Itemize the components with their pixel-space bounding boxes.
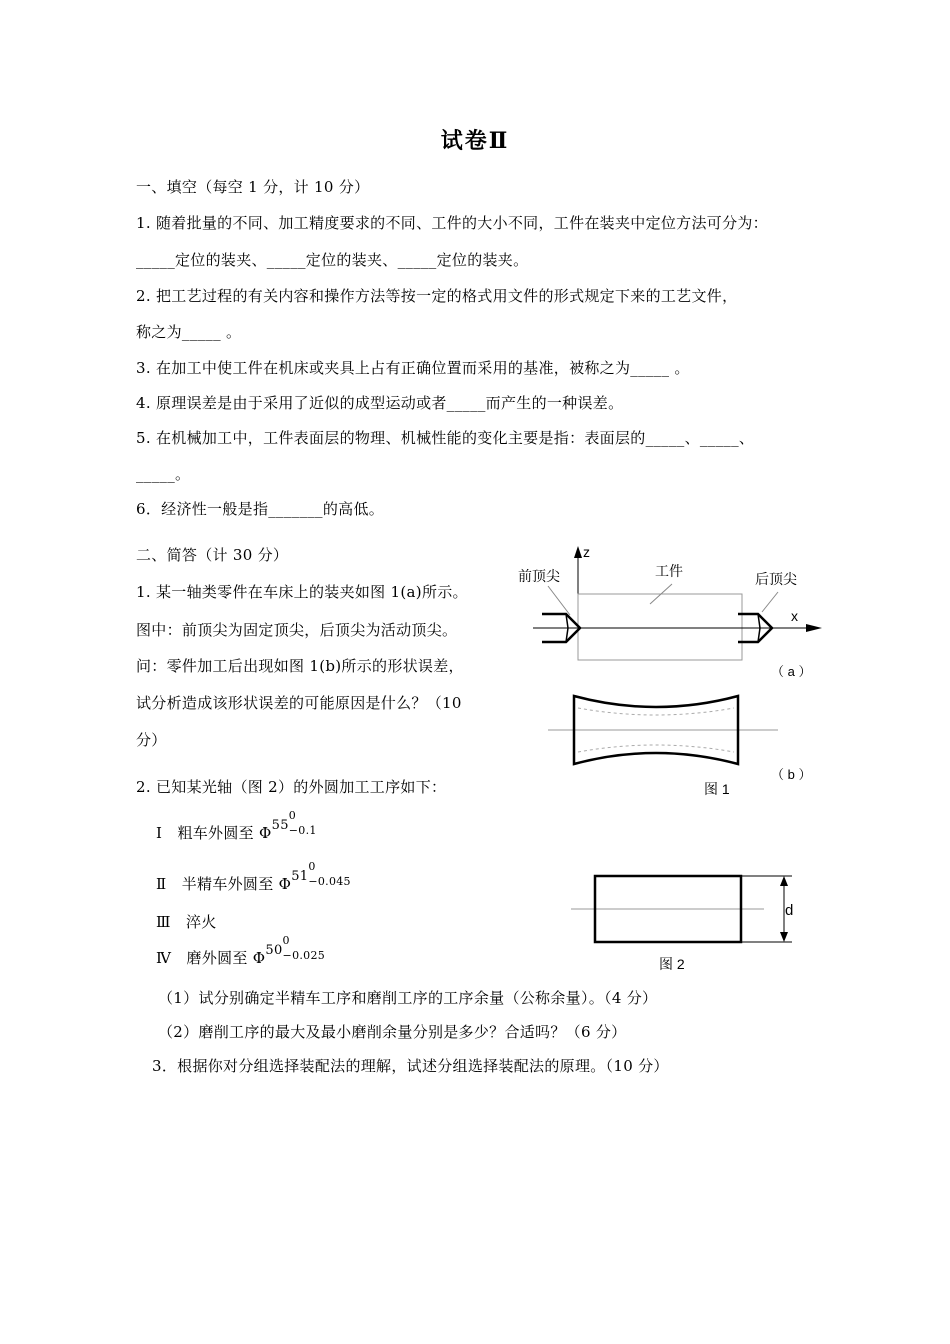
step-text: 粗车外圆至 Φ: [177, 824, 272, 842]
sq1-line: 分）: [136, 731, 167, 749]
tol-upper: 0: [308, 860, 316, 873]
tol-base: 51: [291, 869, 309, 884]
dashed-contour: [578, 745, 734, 752]
step-num: Ⅰ: [156, 824, 163, 842]
sq1-line: 图中：前顶尖为固定顶尖，后顶尖为活动顶尖。: [136, 621, 458, 639]
sub-question-1: （1）试分别确定半精车工序和磨削工序的工序余量（公称余量）。（4 分）: [158, 989, 658, 1007]
dimension-d-label: d: [785, 902, 794, 919]
leader-line: [548, 586, 570, 615]
workpiece-outline: [578, 594, 742, 660]
tol-upper: 0: [282, 934, 290, 947]
leader-line: [762, 592, 778, 612]
section2-heading: 二、简答（计 30 分）: [136, 546, 289, 564]
q4-text: 4. 原理误差是由于采用了近似的成型运动或者_____而产生的一种误差。: [136, 394, 624, 412]
z-axis-arrow: [574, 546, 582, 558]
sq1-line: 问：零件加工后出现如图 1(b)所示的形状误差，: [136, 657, 464, 675]
figure-2-caption: 图 2: [659, 956, 685, 972]
figure-1a-label: （ a ）: [771, 664, 812, 679]
sub-question-2: （2）磨削工序的最大及最小磨削余量分别是多少？合适吗？（6 分）: [158, 1023, 627, 1041]
q6-text: 6．经济性一般是指_______的高低。: [136, 500, 385, 518]
z-axis-label: z: [583, 544, 590, 560]
q1-line2: _____定位的装夹、_____定位的装夹、_____定位的装夹。: [136, 251, 529, 269]
step-text: 磨外圆至 Φ: [186, 949, 266, 967]
sq3-text: 3．根据你对分组选择装配法的理解，试述分组选择装配法的原理。（10 分）: [152, 1057, 669, 1075]
x-axis-arrow: [806, 624, 822, 632]
front-center-label: 前顶尖: [518, 568, 560, 584]
q1-line1: 1. 随着批量的不同、加工精度要求的不同、工件的大小不同，工件在装夹中定位方法可分为：: [136, 214, 768, 232]
section1-heading: 一、填空（每空 1 分，计 10 分）: [136, 178, 370, 196]
dimension-arrow: [780, 932, 788, 942]
tol-lower: −0.1: [288, 824, 317, 837]
q2-line2: 称之为_____ 。: [136, 323, 242, 341]
sq2-intro: 2. 已知某光轴（图 2）的外圆加工工序如下：: [136, 778, 447, 796]
tol-lower: −0.045: [308, 875, 351, 888]
tol-lower: −0.025: [282, 949, 326, 962]
tol-upper: 0: [288, 809, 297, 822]
tol-base: 50: [265, 943, 283, 958]
dashed-contour: [578, 708, 734, 715]
step-num: Ⅲ: [156, 913, 171, 931]
sq1-line: 1. 某一轴类零件在车床上的装夹如图 1(a)所示。: [136, 583, 468, 601]
x-axis-label: x: [791, 608, 798, 624]
rear-center-label: 后顶尖: [755, 571, 797, 587]
step-text: 淬火: [185, 913, 217, 931]
figure-1-caption: 图 1: [704, 781, 730, 797]
q5-line1: 5. 在机械加工中，工件表面层的物理、机械性能的变化主要是指：表面层的_____、_____、: [136, 429, 755, 447]
tol-base: 55: [271, 818, 289, 833]
dimension-arrow: [780, 876, 788, 886]
q5-line2: _____。: [136, 465, 191, 483]
step-text: 半精车外圆至 Φ: [181, 875, 292, 893]
workpiece-label: 工件: [655, 563, 683, 579]
step-num: Ⅱ: [156, 875, 167, 893]
figure-1b-label: （ b ）: [771, 767, 812, 782]
q3-text: 3. 在加工中使工件在机床或夹具上占有正确位置而采用的基准，被称之为_____ 。: [136, 359, 690, 377]
page-title: 试卷Ⅱ: [440, 128, 510, 154]
q2-line1: 2. 把工艺过程的有关内容和操作方法等按一定的格式用文件的形式规定下来的工艺文件，: [136, 287, 738, 305]
sq1-line: 试分析造成该形状误差的可能原因是什么？（10: [136, 694, 462, 712]
step-num: Ⅳ: [156, 949, 172, 967]
